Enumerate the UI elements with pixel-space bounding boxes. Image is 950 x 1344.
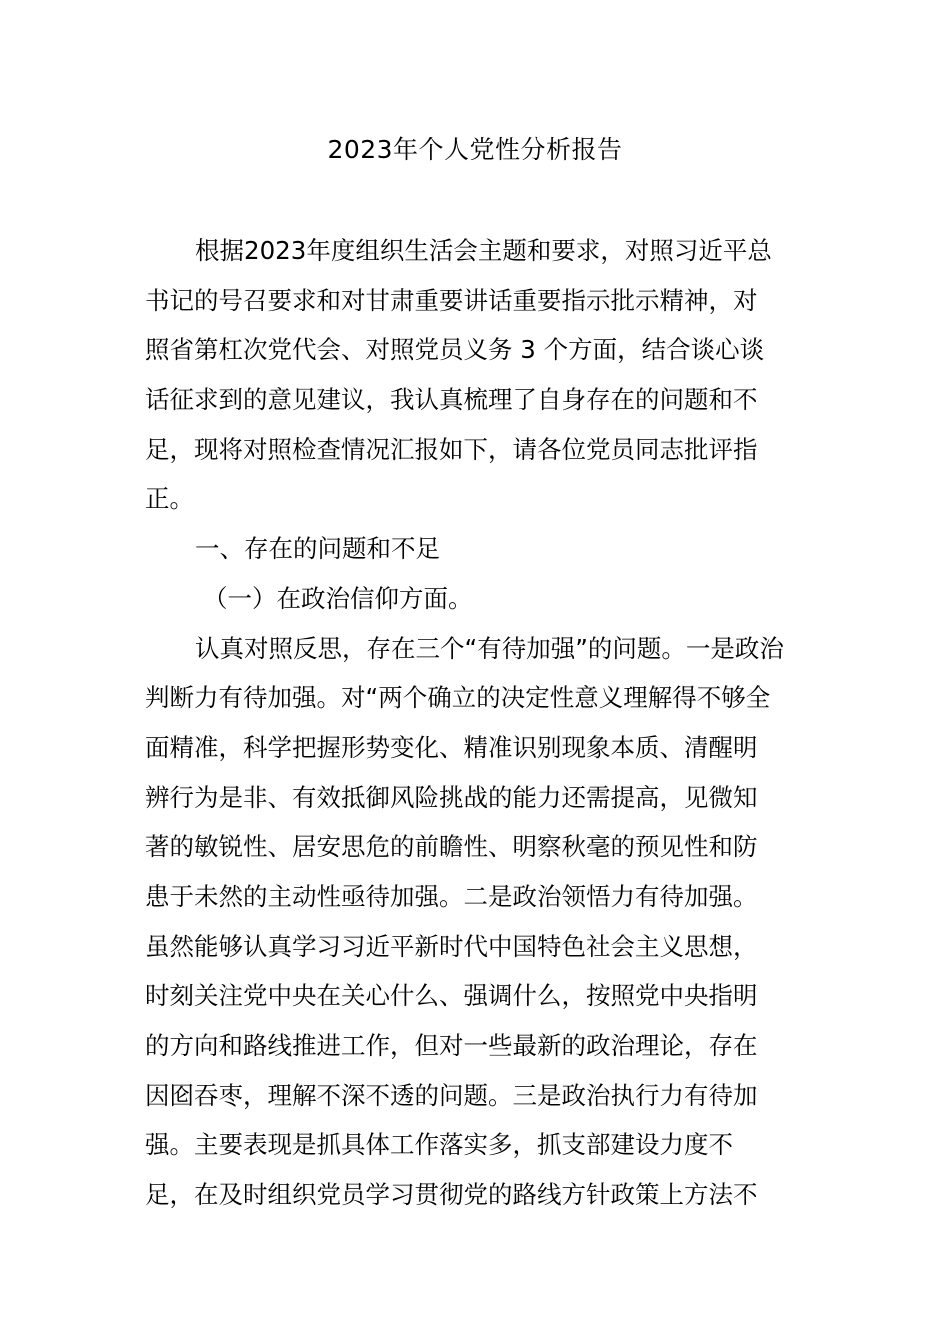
- paragraph-line: 患于未然的主动性亟待加强。二是政治领悟力有待加强。: [145, 881, 758, 911]
- paragraph-line: 强。主要表现是抓具体工作落实多，抓支部建设力度不: [145, 1130, 733, 1160]
- document-title: 2023年个人党性分析报告: [327, 135, 623, 164]
- paragraph-line: 正。: [145, 484, 194, 514]
- paragraph-line: 足，在及时组织党员学习贯彻党的路线方针政策上方法不: [145, 1180, 758, 1210]
- paragraph-line: 书记的号召要求和对甘肃重要讲话重要指示批示精神，对: [145, 285, 758, 315]
- paragraph-line: 认真对照反思，存在三个“有待加强”的问题。一是政治: [195, 633, 784, 663]
- paragraph-line: 足，现将对照检查情况汇报如下，请各位党员同志批评指: [145, 434, 758, 464]
- paragraph-line: 的方向和路线推进工作，但对一些最新的政治理论，存在: [145, 1031, 758, 1060]
- document-body: [145, 226, 815, 1220]
- paragraph-line: 面精准，科学把握形势变化、精准识别现象本质、清醒明: [145, 732, 758, 762]
- paragraph-line: 因囵吞枣，理解不深不透的问题。三是政治执行力有待加: [145, 1080, 758, 1110]
- section-heading: 一、存在的问题和不足: [195, 534, 440, 564]
- paragraph-line: 虽然能够认真学习习近平新时代中国特色社会主义思想，: [145, 931, 758, 961]
- paragraph-line: 判断力有待加强。对“两个确立的决定性意义理解得不够全: [145, 683, 771, 713]
- subsection-heading: （一）在政治信仰方面。: [203, 583, 473, 613]
- paragraph-line: 时刻关注党中央在关心什么、强调什么，按照党中央指明: [145, 981, 758, 1011]
- paragraph-line: 照省第杠次党代会、对照党员义务 3 个方面，结合谈心谈: [145, 335, 765, 365]
- paragraph-line: 话征求到的意见建议，我认真梳理了自身存在的问题和不: [145, 385, 758, 415]
- paragraph-line: 辨行为是非、有效抵御风险挑战的能力还需提高，见微知: [145, 782, 758, 812]
- paragraph-line: 著的敏锐性、居安思危的前瞻性、明察秋毫的预见性和防: [145, 832, 758, 862]
- paragraph-line: 根据2023年度组织生活会主题和要求，对照习近平总: [195, 236, 772, 265]
